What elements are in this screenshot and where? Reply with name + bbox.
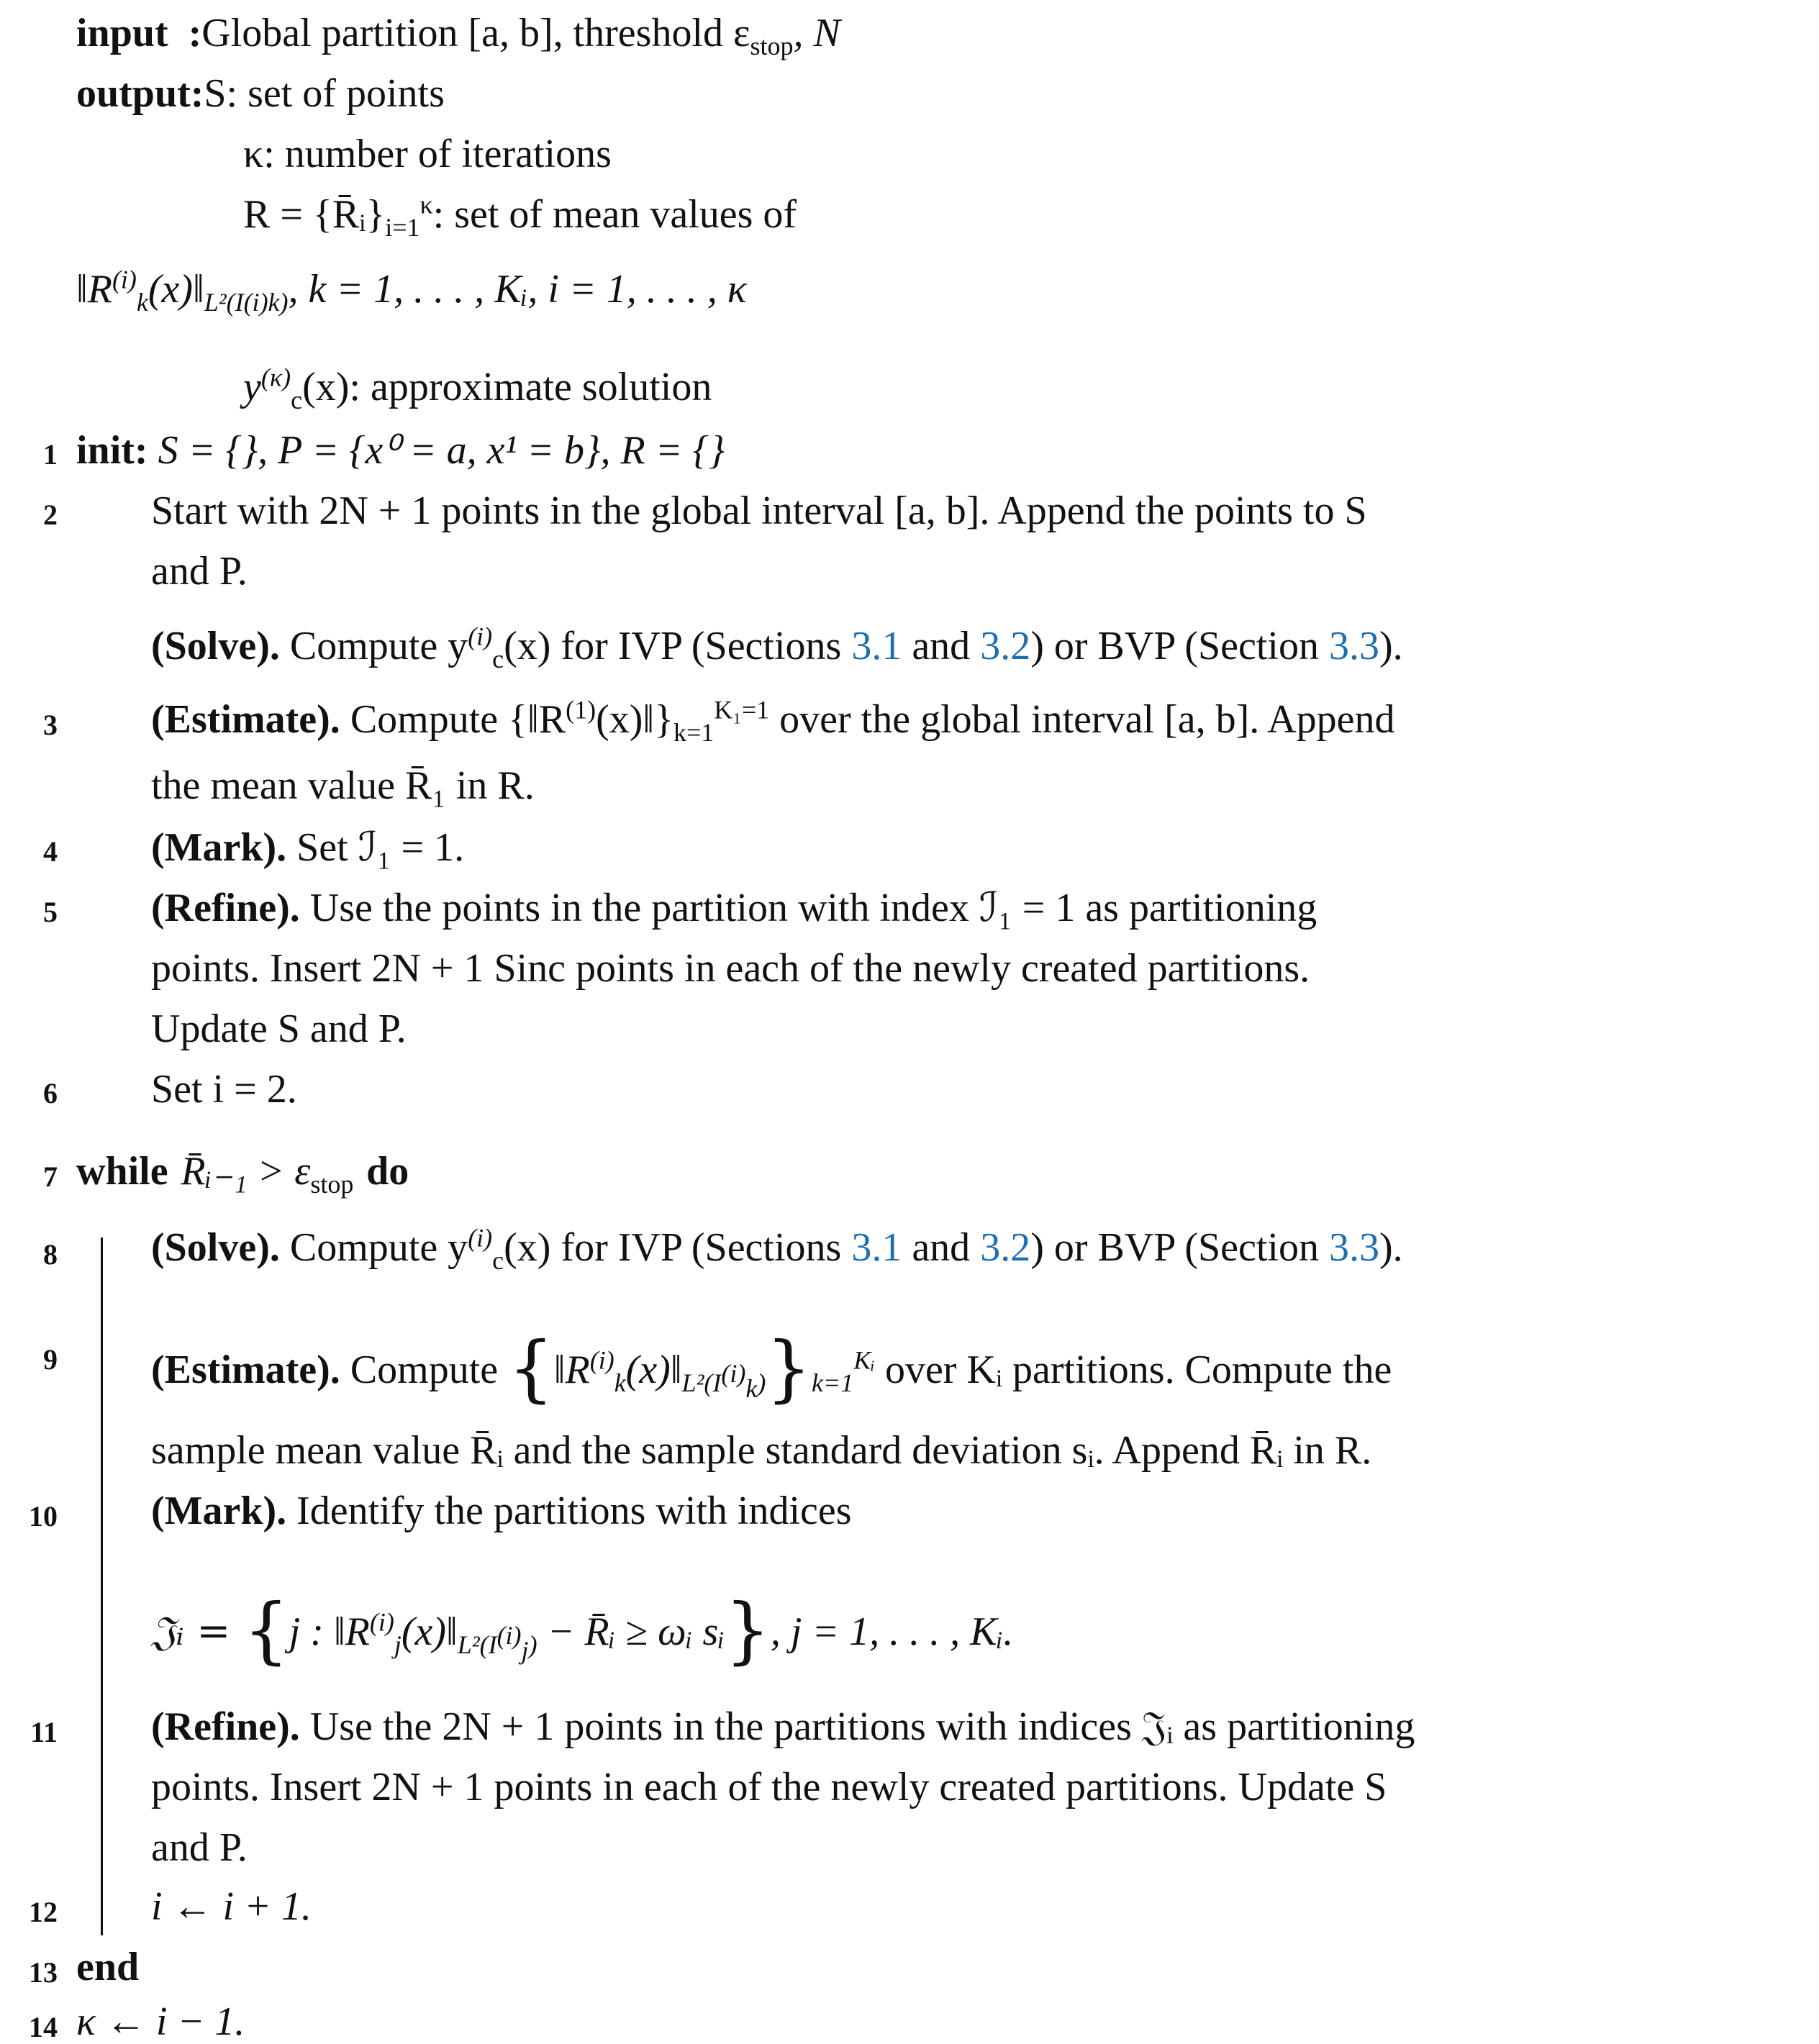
input-text: Global partition [a, b], threshold ε [201, 11, 750, 55]
line-mark [151, 1491, 852, 1531]
input-sub: stop [750, 32, 794, 61]
estimate-loop-text-b: over Kᵢ partitions. Compute the [874, 1348, 1392, 1392]
mark-label: (Mark). [151, 825, 287, 870]
eq-sup: (i) [369, 1607, 394, 1637]
section-link-3-2[interactable]: 3.2 [980, 1225, 1031, 1270]
solve-loop-and: and [902, 1225, 981, 1270]
line-number: 9 [43, 1343, 58, 1376]
refine-label: (Refine). [151, 886, 300, 930]
input-line: input :Global partition [a, b], threshold $\varepsilon_{stop}$, N [76, 11, 840, 61]
estimate-lim-sub: k=1 [673, 718, 715, 748]
solve-text-b: (x) for IVP (Sections [504, 624, 852, 668]
estimate-loop-label: (Estimate). [151, 1348, 340, 1392]
line-number: 4 [43, 835, 58, 868]
eq-sub: j [394, 1630, 402, 1660]
estimate-space-sup: (i) [721, 1359, 746, 1389]
eq-right-brace: } [725, 1588, 771, 1672]
section-link-3-3[interactable]: 3.3 [1328, 624, 1379, 668]
estimate-text-a: Compute {‖R [340, 697, 566, 742]
output-r-tail: : set of mean values of [432, 192, 797, 237]
norm-r: ‖R [76, 267, 112, 312]
line-14-text: κ ← i − 1. [76, 1999, 245, 2044]
estimate-lim-sup: Kᵢ [853, 1345, 875, 1375]
mark-loop-text: Identify the partitions with indices [286, 1489, 852, 1533]
solve-label: (Solve). [151, 624, 280, 668]
output-r-sub: i=1 [385, 213, 420, 242]
estimate-lim-sup: K₁=1 [714, 695, 770, 725]
estimate-text-b: (x)‖} [596, 697, 673, 742]
solve-loop-sub: c [492, 1246, 504, 1276]
eq-rest: − R̄ᵢ ≥ ωᵢ sᵢ [537, 1609, 725, 1654]
line-number: 3 [43, 709, 58, 741]
mark-text: Set ℐ₁ = 1. [286, 825, 465, 870]
output-item-y [243, 363, 712, 415]
line-while [76, 1149, 409, 1199]
line-5-cont1: points. Insert 2N + 1 Sinc points in each of the newly created partitions. [151, 946, 1310, 991]
output-r-sup: κ [419, 190, 433, 219]
line-number: 12 [29, 1896, 58, 1928]
input-tail: , N [793, 11, 840, 55]
line-number: 14 [29, 2011, 58, 2043]
norm-x: (x)‖ [148, 267, 204, 312]
line-refine [151, 1704, 1415, 1749]
solve-text-c: ) or BVP (Section [1030, 624, 1329, 668]
solve-and: and [902, 624, 981, 668]
norm-sup: (i) [112, 265, 137, 294]
output-y-sub: c [291, 386, 303, 415]
line-2-cont: and P. [151, 549, 248, 594]
solve-loop-text-b: (x) for IVP (Sections [504, 1225, 852, 1270]
line-estimate-init [151, 695, 1395, 748]
line-refine-init [151, 888, 1317, 928]
solve-sup: (i) [468, 622, 493, 651]
line-number: 2 [43, 499, 58, 531]
left-brace: { [508, 1326, 554, 1410]
solve-label-loop: (Solve). [151, 1225, 280, 1270]
estimate-text-c: over the global interval [a, b]. Append [769, 697, 1395, 742]
output-item-kappa: κ: number of iterations [243, 132, 612, 176]
line-solve [151, 1223, 1403, 1276]
section-link-3-1[interactable]: 3.1 [851, 624, 902, 668]
norm-tail: , k = 1, . . . , Kᵢ, i = 1, . . . , κ [288, 267, 747, 312]
line-9-cont: sample mean value R̄ᵢ and the sample standard deviation sᵢ. Append R̄ᵢ in R. [151, 1428, 1372, 1473]
estimate-space-text: L²(I [681, 1368, 722, 1398]
eq-lhs: 𝔍ᵢ = [151, 1608, 244, 1655]
output-item-points: S: set of points [204, 71, 445, 116]
while-cond-sub: stop [310, 1170, 354, 1199]
line-estimate [151, 1326, 1392, 1410]
input-label: input [76, 11, 168, 55]
section-link-3-3[interactable]: 3.3 [1328, 1225, 1379, 1270]
line-12-text: i ← i + 1. [151, 1884, 312, 1929]
refine-text: Use the points in the partition with index ℐ₁ = 1 as partitioning [299, 886, 1317, 930]
estimate-label: (Estimate). [151, 697, 340, 742]
mark-loop-label: (Mark). [151, 1489, 287, 1533]
line-11-cont1: points. Insert 2N + 1 points in each of the newly created partitions. Update S [151, 1765, 1387, 1809]
eq-space-sup: (i) [496, 1621, 522, 1650]
line-5-cont2: Update S and P. [151, 1007, 407, 1051]
mark-equation [151, 1588, 1014, 1672]
line-11-cont2: and P. [151, 1825, 248, 1870]
line-solve-init [151, 622, 1403, 674]
eq-space: L²(I(i)j) [457, 1621, 537, 1666]
output-y-sup: (κ) [260, 363, 291, 392]
eq-set: j : ‖R [289, 1609, 370, 1654]
line-mark-init [151, 827, 464, 868]
section-link-3-1[interactable]: 3.1 [851, 1225, 902, 1270]
eq-left-brace: { [243, 1588, 289, 1672]
init-text: S = {}, P = {x⁰ = a, x¹ = b}, R = {} [148, 428, 725, 473]
do-keyword: do [366, 1149, 409, 1194]
output-norm-line [76, 265, 747, 317]
line-number: 1 [43, 438, 58, 471]
solve-loop-text-d: ). [1379, 1225, 1403, 1270]
right-brace: } [766, 1326, 812, 1410]
solve-loop-text-c: ) or BVP (Section [1030, 1225, 1329, 1270]
line-number: 5 [43, 896, 58, 928]
refine-loop-text: Use the 2N + 1 points in the partitions with indices 𝔍ᵢ as partitioning [299, 1704, 1415, 1749]
estimate-space-sub: k [745, 1374, 758, 1404]
estimate-norm-sup: (i) [589, 1345, 614, 1375]
eq-space-text: L²(I [457, 1630, 497, 1660]
line-number: 7 [43, 1160, 58, 1193]
output-y: y [243, 365, 261, 409]
output-item-r [243, 190, 797, 242]
while-condition: R̄ᵢ₋₁ > ε [181, 1149, 311, 1194]
init-keyword: init: [76, 428, 148, 473]
output-label: output [76, 71, 191, 116]
line-init [76, 430, 725, 471]
eq-space-sub: j [521, 1636, 529, 1666]
eq-mid: (x)‖ [401, 1609, 458, 1654]
line-number: 11 [30, 1716, 58, 1748]
section-link-3-2[interactable]: 3.2 [980, 624, 1031, 668]
line-3-cont: the mean value R̄₁ in R. [151, 763, 535, 808]
while-keyword: while [76, 1149, 168, 1194]
estimate-sup: (1) [566, 695, 596, 725]
estimate-loop-text-a: Compute [340, 1348, 509, 1392]
estimate-norm: ‖R [553, 1348, 590, 1392]
solve-text-a: Compute y [279, 624, 468, 668]
solve-loop-text-a: Compute y [279, 1225, 468, 1270]
line-number: 13 [29, 1956, 58, 1989]
solve-text-d: ). [1379, 624, 1403, 668]
line-2-text: Start with 2N + 1 points in the global interval [a, b]. Append the points to S [151, 489, 1367, 533]
estimate-norm-tail: (x)‖ [625, 1348, 682, 1392]
estimate-norm-sub: k [614, 1368, 626, 1398]
estimate-norm-space: L²(I(i)k) [681, 1359, 766, 1404]
solve-loop-sup: (i) [468, 1223, 493, 1253]
line-number: 8 [43, 1238, 58, 1271]
output-line: output:S: set of points [76, 71, 445, 116]
estimate-lim-sub: k=1 [811, 1368, 854, 1398]
line-number: 6 [43, 1077, 58, 1109]
solve-sub: c [492, 645, 504, 674]
refine-loop-label: (Refine). [151, 1704, 300, 1749]
output-y-tail: (x): approximate solution [302, 365, 712, 409]
end-keyword: end [76, 1945, 140, 1989]
line-number: 10 [29, 1500, 58, 1532]
line-6-text: Set i = 2. [151, 1067, 297, 1112]
norm-space: L²(I(i)k) [204, 288, 289, 317]
norm-k: k [136, 288, 148, 317]
eq-tail: , j = 1, . . . , Kᵢ. [770, 1609, 1014, 1654]
output-r-set: R = {R̄ᵢ} [243, 192, 386, 237]
while-block-bar [101, 1237, 103, 1935]
